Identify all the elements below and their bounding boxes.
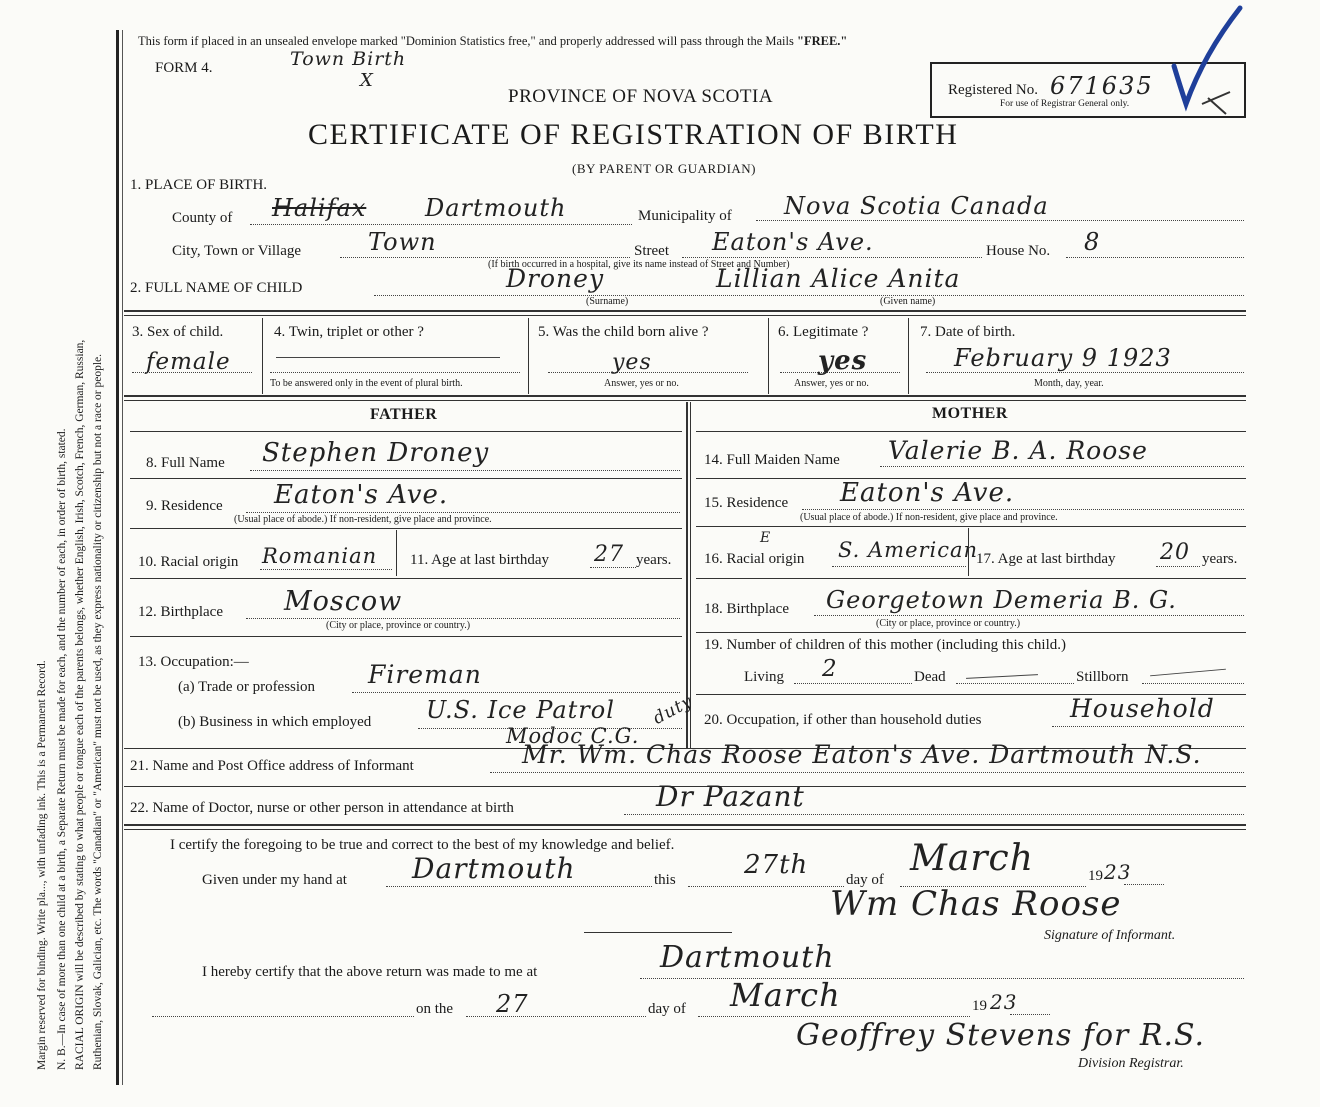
certify-month: March bbox=[910, 838, 1034, 879]
mother-birthplace-note: (City or place, province or country.) bbox=[876, 618, 1021, 629]
province-title: PROVINCE OF NOVA SCOTIA bbox=[508, 86, 774, 107]
father-birthplace-label: 12. Birthplace bbox=[138, 604, 223, 620]
business-extra: duty bbox=[649, 691, 697, 729]
dob-label: 7. Date of birth. bbox=[920, 324, 1016, 340]
mother-heading: MOTHER bbox=[932, 405, 1008, 422]
father-age-label: 11. Age at last birthday bbox=[410, 552, 549, 568]
street-value: Eaton's Ave. bbox=[712, 228, 874, 256]
mail-notice: This form if placed in an unsealed envelope marked "Dominion Statistics free," and properly addressed will pass through the Mails "FREE." bbox=[138, 34, 848, 48]
registered-number: 671635 bbox=[1050, 72, 1154, 100]
margin-line-2: N. B.—In case of more than one child at a birth, a Separate Return must be made for each, and the number of each, in order of birth, stated. bbox=[56, 428, 68, 1070]
county-label: County of bbox=[172, 210, 233, 226]
certify-year-prefix: 19 bbox=[1088, 868, 1103, 884]
alive-label: 5. Was the child born alive ? bbox=[538, 324, 709, 340]
mother-birthplace-label: 18. Birthplace bbox=[704, 601, 789, 617]
twin-label: 4. Twin, triplet or other ? bbox=[274, 324, 424, 340]
registrar-place: Dartmouth bbox=[660, 940, 835, 975]
registrar-signature: Geoffrey Stevens for R.S. bbox=[796, 1018, 1206, 1053]
father-race-value: Romanian bbox=[262, 544, 378, 568]
margin-rule bbox=[116, 30, 119, 1085]
form-note: Town Birth bbox=[290, 48, 407, 70]
father-birthplace-note: (City or place, province or country.) bbox=[326, 620, 471, 631]
certificate-subtitle: (BY PARENT OR GUARDIAN) bbox=[572, 161, 757, 176]
child-surname: Droney bbox=[506, 264, 605, 293]
form-mark: X bbox=[360, 70, 374, 91]
certify-day: 27th bbox=[744, 850, 809, 880]
county-value: Dartmouth bbox=[425, 194, 567, 222]
county-struck: Halifax bbox=[272, 194, 367, 222]
occupation-label: 13. Occupation:— bbox=[138, 654, 249, 670]
given-caption: (Given name) bbox=[880, 296, 936, 307]
father-name-label: 8. Full Name bbox=[146, 455, 225, 471]
margin-line-3: RACIAL ORIGIN will be described by stating to what people or tongue each of the parents belongs, whether English, Irish, Scotch, French, German, Russian, bbox=[74, 339, 86, 1070]
mother-name-label: 14. Full Maiden Name bbox=[704, 452, 840, 468]
dob-note: Month, day, year. bbox=[1034, 378, 1104, 389]
mother-residence-note: (Usual place of abode.) If non-resident, give place and province. bbox=[800, 512, 1058, 523]
child-given: Lillian Alice Anita bbox=[716, 264, 961, 293]
alive-value: yes bbox=[612, 350, 652, 375]
legitimate-note: Answer, yes or no. bbox=[794, 378, 869, 389]
father-residence-value: Eaton's Ave. bbox=[274, 480, 449, 510]
registrar-day-of-label: day of bbox=[648, 1001, 686, 1017]
dead-dash bbox=[966, 674, 1038, 679]
trade-label: (a) Trade or profession bbox=[178, 679, 316, 695]
alive-note: Answer, yes or no. bbox=[604, 378, 679, 389]
city-value: Town bbox=[368, 228, 437, 256]
twin-note: To be answered only in the event of plural birth. bbox=[270, 378, 463, 389]
surname-caption: (Surname) bbox=[586, 296, 629, 307]
dead-label: Dead bbox=[914, 669, 946, 685]
informant-sig-caption: Signature of Informant. bbox=[1044, 928, 1176, 943]
municipality-label: Municipality of bbox=[638, 208, 732, 224]
mother-name-value: Valerie B. A. Roose bbox=[888, 436, 1148, 465]
mother-occupation-label: 20. Occupation, if other than household duties bbox=[704, 712, 982, 728]
mother-age-value: 20 bbox=[1160, 540, 1190, 565]
mother-age-label: 17. Age at last birthday bbox=[976, 551, 1116, 567]
sex-label: 3. Sex of child. bbox=[132, 324, 224, 340]
mother-occupation-value: Household bbox=[1070, 694, 1215, 723]
legitimate-label: 6. Legitimate ? bbox=[778, 324, 869, 340]
living-value: 2 bbox=[822, 656, 838, 682]
certify-statement: I certify the foregoing to be true and correct to the best of my knowledge and belief. bbox=[170, 837, 675, 853]
father-age-unit: years. bbox=[636, 552, 672, 568]
father-residence-note: (Usual place of abode.) If non-resident, give place and province. bbox=[234, 514, 492, 525]
hospital-note: (If birth occurred in a hospital, give its name instead of Street and Number) bbox=[488, 259, 790, 270]
mother-race-label: 16. Racial origin bbox=[704, 551, 805, 567]
father-race-label: 10. Racial origin bbox=[138, 554, 239, 570]
margin-rule-inner bbox=[122, 30, 123, 1085]
registrar-year: 23 bbox=[990, 990, 1018, 1014]
given-label: Given under my hand at bbox=[202, 872, 347, 888]
given-place: Dartmouth bbox=[412, 852, 576, 885]
doctor-value: Dr Pazant bbox=[656, 780, 805, 813]
father-heading: FATHER bbox=[370, 406, 438, 423]
registered-note: For use of Registrar General only. bbox=[1000, 99, 1130, 109]
mother-birthplace-value: Georgetown Demeria B. G. bbox=[826, 586, 1177, 614]
municipality-value: Nova Scotia Canada bbox=[784, 192, 1049, 220]
margin-line-1: Margin reserved for binding. Write pla..., with unfading ink. This is a Permanent Record. bbox=[36, 660, 48, 1070]
house-label: House No. bbox=[986, 243, 1051, 259]
house-value: 8 bbox=[1084, 228, 1101, 256]
registrar-statement: I hereby certify that the above return was made to me at bbox=[202, 964, 538, 980]
on-the-label: on the bbox=[416, 1001, 454, 1017]
child-name-label: 2. FULL NAME OF CHILD bbox=[130, 280, 303, 296]
trade-value: Fireman bbox=[368, 660, 482, 689]
father-birthplace-value: Moscow bbox=[284, 586, 403, 617]
registrar-month: March bbox=[730, 976, 841, 1014]
sex-value: female bbox=[146, 349, 231, 375]
city-label: City, Town or Village bbox=[172, 243, 302, 259]
business-label: (b) Business in which employed bbox=[178, 714, 372, 730]
form-number: FORM 4. bbox=[155, 60, 213, 76]
registrar-day: 27 bbox=[496, 990, 529, 1018]
doctor-label: 22. Name of Doctor, nurse or other person in attendance at birth bbox=[130, 800, 514, 816]
registrar-year-prefix: 19 bbox=[972, 998, 987, 1014]
day-of-label: day of bbox=[846, 872, 884, 888]
father-residence-label: 9. Residence bbox=[146, 498, 223, 514]
mother-age-unit: years. bbox=[1202, 551, 1238, 567]
mother-race-value: S. American bbox=[838, 538, 979, 562]
informant-value: Mr. Wm. Chas Roose Eaton's Ave. Dartmouth N.S. bbox=[522, 740, 1202, 769]
place-heading: 1. PLACE OF BIRTH. bbox=[130, 177, 268, 193]
stillborn-label: Stillborn bbox=[1076, 669, 1129, 685]
father-age-value: 27 bbox=[594, 542, 624, 567]
registrar-sig-caption: Division Registrar. bbox=[1078, 1056, 1184, 1071]
business-value: U.S. Ice Patrol bbox=[426, 696, 615, 724]
margin-line-4: Ruthenian, Slovak, Galician, etc. The words "Canadian" or "American" must not be used, as they express nationality or citizenship but not a race or people. bbox=[92, 353, 104, 1070]
informant-signature: Wm Chas Roose bbox=[830, 884, 1122, 924]
mother-race-mark: E bbox=[760, 530, 772, 546]
this-label: this bbox=[654, 872, 676, 888]
stillborn-dash bbox=[1150, 669, 1226, 677]
living-label: Living bbox=[744, 669, 784, 685]
twin-dash bbox=[276, 357, 500, 358]
dob-value: February 9 1923 bbox=[954, 344, 1172, 372]
mother-residence-label: 15. Residence bbox=[704, 495, 789, 511]
father-name-value: Stephen Droney bbox=[262, 438, 490, 468]
business-extra-2: Modoc C.G. bbox=[506, 724, 640, 748]
mother-residence-value: Eaton's Ave. bbox=[840, 478, 1015, 508]
informant-label: 21. Name and Post Office address of Informant bbox=[130, 758, 414, 774]
children-label: 19. Number of children of this mother (including this child.) bbox=[704, 637, 1067, 653]
registered-label: Registered No. bbox=[948, 82, 1038, 98]
certify-year: 23 bbox=[1104, 860, 1132, 884]
legitimate-value: yes bbox=[818, 346, 868, 376]
street-label: Street bbox=[634, 243, 669, 259]
certificate-title: CERTIFICATE OF REGISTRATION OF BIRTH bbox=[308, 118, 959, 151]
check-mark-icon bbox=[1168, 4, 1248, 129]
